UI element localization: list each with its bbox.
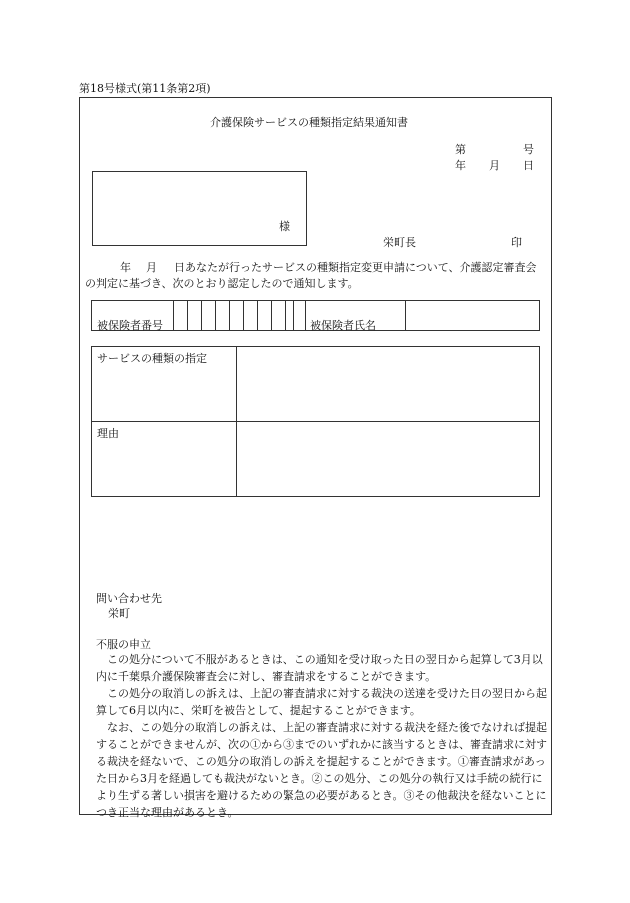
appeal-heading: 不服の申立 — [96, 638, 151, 651]
contact-label: 問い合わせ先 — [96, 592, 162, 605]
appeal-paragraph-3: なお、この処分の取消しの訴えは、上記の審査請求に対する裁決を経た後でなければ提起することができませんが、次の①から③までのいずれかに該当するときは、審査請求に対する裁決を経ないで、この処分の取消しの訴えを提起することができます。①審査請求があった日から3月を経過しても裁決がないとき。②この処分、この処分の執行又は手続の続行により生ずる著しい損害を避けるための緊急の必要があるとき。③その他裁決を経ないことにつき正当な理由があるとき。 — [96, 721, 547, 819]
document-title: 介護保険サービスの種類指定結果通知書 — [210, 116, 408, 129]
issuer-name: 栄町長 — [383, 236, 416, 249]
intro-date-year: 年 — [120, 261, 131, 274]
insured-number-input[interactable] — [173, 301, 304, 330]
contact-name: 栄町 — [108, 607, 130, 620]
issuer-seal: 印 — [511, 236, 522, 249]
service-type-field[interactable] — [237, 347, 539, 419]
intro-date-month: 月 — [146, 261, 157, 274]
insured-name-label: 被保険者氏名 — [310, 319, 376, 332]
appeal-paragraph-2: この処分の取消しの訴えは、上記の審査請求に対する裁決の送達を受けた日の翌日から起算して6月以内に、栄町を被告として、提起することができます。 — [96, 687, 547, 717]
form-number: 第18号様式(第11条第2項) — [79, 82, 211, 95]
insured-number-label: 被保険者番号 — [97, 319, 163, 332]
insured-name-input[interactable] — [405, 301, 538, 330]
intro-text-line2: の判定に基づき、次のとおり認定したので通知します。 — [85, 277, 359, 290]
date-month: 月 — [489, 159, 500, 172]
date-day: 日 — [523, 159, 534, 172]
reason-label: 理由 — [97, 427, 119, 440]
addressee-honorific: 様 — [279, 220, 290, 233]
appeal-paragraph-1: この処分について不服があるときは、この通知を受け取った日の翌日から起算して3月以内に千葉県介護保険審査会に対し、審査請求をすることができます。 — [96, 653, 543, 683]
service-type-label: サービスの種類の指定 — [97, 352, 207, 365]
date-year: 年 — [455, 159, 466, 172]
intro-text-line1: 日あなたが行ったサービスの種類指定変更申請について、介護認定審査会 — [174, 261, 537, 274]
doc-number-suffix: 号 — [523, 143, 534, 156]
doc-number-prefix: 第 — [455, 143, 466, 156]
reason-field[interactable] — [237, 422, 539, 496]
addressee-box[interactable] — [92, 171, 307, 246]
